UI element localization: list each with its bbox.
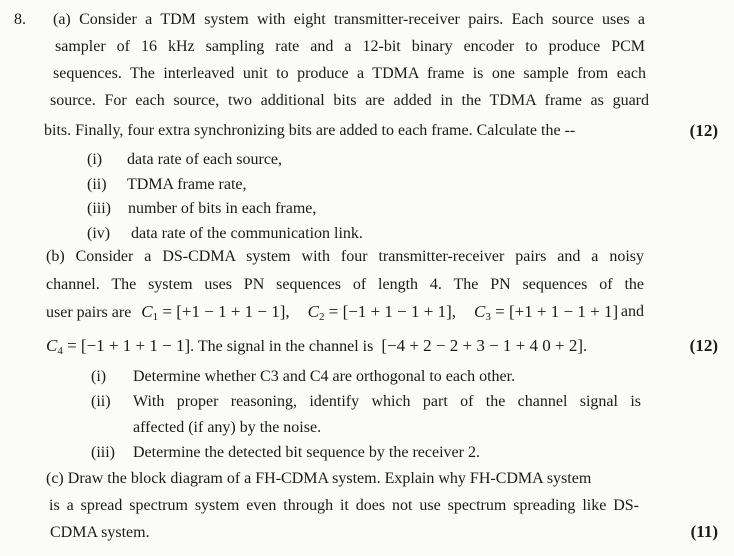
part-b-line-2: channel. The system uses PN sequences of length 4. The PN sequences of the <box>46 276 644 293</box>
channel-signal: [−4 + 2 − 2 + 3 − 1 + 4 0 + 2] <box>381 336 584 355</box>
part-a-item-1-text: data rate of each source, <box>127 151 283 168</box>
part-b-item-2-text-cont: affected (if any) by the noise. <box>133 419 322 436</box>
pn-seq-c4: $C_4 = [-1 + 1 + 1 - 1]$ <box>46 336 191 357</box>
pn-seq-c2: $C_2 = [-1 + 1 - 1 + 1]$, <box>307 302 457 323</box>
part-a-item-2-num: (ii) <box>87 176 107 193</box>
part-a-line-3: sequences. The interleaved unit to produce a TDMA frame is one sample from each <box>53 65 646 82</box>
part-b-line-1: (b) Consider a DS-CDMA system with four transmitter-receiver pairs and a noisy <box>46 248 644 265</box>
part-a-item-3-num: (iii) <box>87 200 111 217</box>
question-number: 8. <box>14 11 26 28</box>
part-a-item-4-num: (iv) <box>87 225 111 242</box>
part-b-item-2-num: (ii) <box>91 393 111 410</box>
part-a-item-3-text: number of bits in each frame, <box>128 200 317 217</box>
part-a-item-1-num: (i) <box>87 151 103 168</box>
part-c-line-1: (c) Draw the block diagram of a FH-CDMA system. Explain why FH-CDMA system <box>46 470 592 487</box>
part-b-line-4-mid: . The signal in the channel is <box>190 338 374 355</box>
part-b-item-3-num: (iii) <box>91 444 115 461</box>
part-b-line-4-end: . <box>583 338 588 355</box>
pn-seq-c3: $C_3 = [+1 + 1 - 1 + 1]$ <box>474 302 619 323</box>
part-b-line-3-prefix: user pairs are <box>46 304 132 321</box>
part-c-marks: (11) <box>690 522 718 541</box>
part-b-item-1-num: (i) <box>91 368 107 385</box>
part-b-item-3-text: Determine the detected bit sequence by the receiver 2. <box>133 444 480 461</box>
part-b-line-3 <box>46 302 644 323</box>
part-a-line-2: sampler of 16 kHz sampling rate and a 12-bit binary encoder to produce PCM <box>55 38 645 55</box>
part-a-line-4: source. For each source, two additional bits are added in the TDMA frame as guard <box>50 92 649 109</box>
pn-seq-c1: $C_1 = [+1 - 1 + 1 - 1]$, <box>141 302 290 323</box>
part-c-line-3: CDMA system. <box>50 524 150 541</box>
part-a-marks: (12) <box>689 121 718 140</box>
part-b-item-2-text: With proper reasoning, identify which part of the channel signal is <box>133 393 641 410</box>
part-a-line-5: bits. Finally, four extra synchronizing bits are added to each frame. Calculate the -- <box>44 122 576 139</box>
part-b-marks: (12) <box>689 336 718 355</box>
part-a-line-1: (a) Consider a TDM system with eight transmitter-receiver pairs. Each source uses a <box>53 11 645 28</box>
part-c-line-2: is a spread spectrum system even through it does not use spectrum spreading like DS- <box>49 497 639 514</box>
part-a-item-4-text: data rate of the communication link. <box>131 225 363 242</box>
part-b-item-1-text: Determine whether C3 and C4 are orthogonal to each other. <box>133 368 516 385</box>
part-b-line-4 <box>46 336 587 357</box>
part-b-line-3-suffix: and <box>620 303 644 320</box>
part-a-item-2-text: TDMA frame rate, <box>127 176 247 193</box>
